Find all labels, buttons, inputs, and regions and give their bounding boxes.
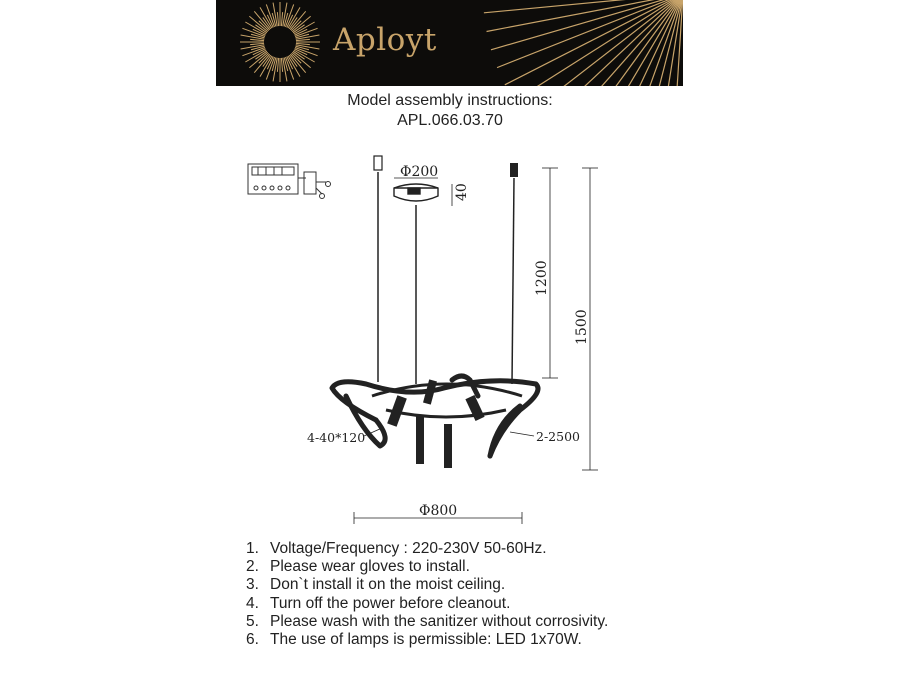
cable-gripper-left — [374, 156, 382, 170]
instruction-number: 4. — [246, 594, 259, 612]
instruction-number: 2. — [246, 558, 259, 576]
instruction-item — [246, 576, 608, 594]
model-number: APL.066.03.70 — [397, 112, 503, 129]
instruction-text: Please wash with the sanitizer without corrosivity. — [270, 612, 609, 630]
spot-light-3 — [444, 424, 452, 468]
total-height-label: 1500 — [574, 309, 590, 345]
instruction-number: 6. — [246, 630, 259, 648]
spot-spec-label: 4-40*120 — [307, 430, 366, 445]
suspension-cable-right — [512, 178, 514, 384]
ceiling-canopy — [394, 184, 438, 201]
instruction-number: 1. — [246, 540, 259, 557]
instruction-number: 3. — [246, 576, 259, 594]
suspension-length-label: 1200 — [534, 260, 550, 296]
instruction-text: Don`t install it on the moist ceiling. — [270, 576, 506, 594]
ring-spec-label: 2-2500 — [536, 429, 580, 444]
canopy-height-label: 40 — [454, 183, 470, 201]
instruction-item — [246, 540, 608, 558]
instruction-item — [246, 558, 608, 576]
instruction-text: Voltage/Frequency : 220-230V 50-60Hz. — [270, 540, 547, 557]
spot-light-2 — [416, 416, 424, 464]
page-title: Model assembly instructions: — [347, 92, 553, 109]
instruction-text: Please wear gloves to install. — [270, 558, 470, 576]
instruction-number: 5. — [246, 612, 259, 630]
brand-name: Aployt — [333, 22, 437, 58]
wiring-terminal-diagram — [248, 164, 331, 199]
canopy-diameter-label: Φ200 — [400, 164, 439, 180]
instructions-list — [246, 540, 608, 649]
instruction-text: The use of lamps is permissible: LED 1x70W. — [270, 630, 582, 648]
instruction-item — [246, 631, 608, 649]
overall-diameter-label: Φ800 — [419, 503, 458, 519]
instruction-text: Turn off the power before cleanout. — [270, 594, 511, 612]
instruction-item — [246, 613, 608, 631]
instruction-item — [246, 595, 608, 613]
cable-gripper-right — [510, 163, 518, 177]
